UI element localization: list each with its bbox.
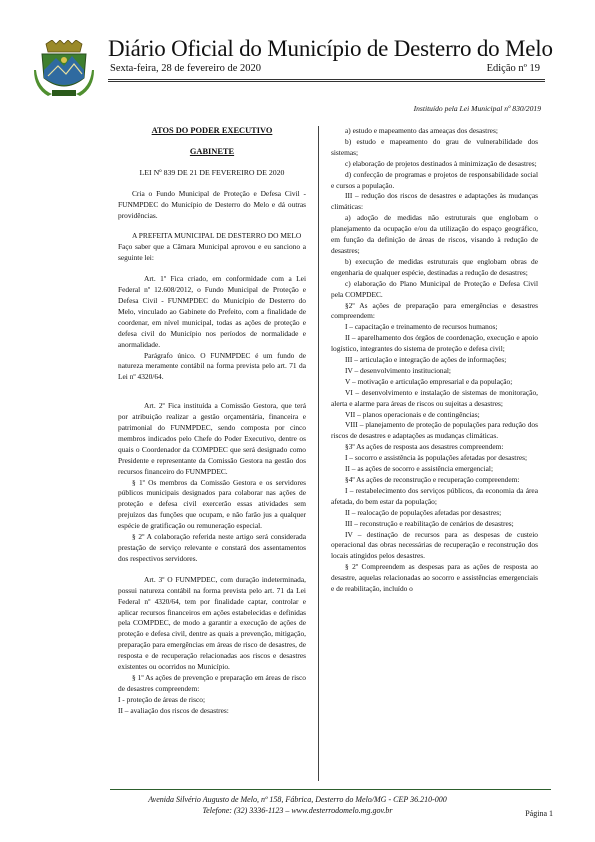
list-item: III – redução dos riscos de desastres e adaptações às mudanças climáticas: (331, 191, 538, 212)
paragraph-2: §2º As ações de preparação para emergências e desastres compreendem: (331, 300, 538, 321)
newspaper-title: Diário Oficial do Município de Desterro do Melo (108, 36, 553, 61)
edition-number: Edição nº 19 (486, 63, 540, 74)
article-3-item-1: I - proteção de áreas de risco; (118, 694, 205, 704)
law-summary: Cria o Fundo Municipal de Proteção e Defesa Civil - FUNMPDEC do Município de Desterro do Melo e dá outras providências. (118, 188, 306, 220)
list-item: III – reconstrução e reabilitação de cenários de desastres; (345, 518, 514, 528)
section-heading: ATOS DO PODER EXECUTIVO (151, 126, 273, 135)
left-column (118, 126, 306, 717)
list-item: I – capacitação e treinamento de recursos humanos; (345, 322, 498, 332)
list-item: I – socorro e assistência às populações afetadas por desastres; (345, 453, 528, 463)
header-rule-top (108, 79, 545, 80)
article-1: Art. 1º Fica criado, em conformidade com a Lei Federal nº 12.608/2012, o Fundo Municipal de Proteção e Defesa Civil - FUNMPDEC do Município de Desterro do Melo, vinculado ao Gabinete do Prefeito, com a finalidade de coordenar, em nível municipal, todas as ações de proteção e defesa civil do Município nos períodos de normalidade e anormalidade. (118, 274, 306, 349)
article-2-paragraph-1: § 1º Os membros da Comissão Gestora e os servidores públicos municipais designados para colaborar nas ações de proteção e defesa civil exercerão essas atividades sem prejuízos das funções que ocupam, e não farão jus a qualquer espécie de gratificação ou remuneração especial. (118, 477, 306, 531)
list-item: d) confecção de programas e projetos de responsabilidade social e cursos a população. (331, 169, 538, 190)
subsection-heading: GABINETE (189, 146, 235, 156)
paragraph-5: § 2º Compreendem as despesas para as ações de resposta ao desastre, aquelas relacionadas ao socorro e assistências emergenciais e de reabilitação, incluído o (331, 562, 538, 594)
paragraph-3: §3º As ações de resposta aos desastres compreendem: (345, 442, 504, 452)
list-item: VII – planos operacionais e de contingências; (345, 409, 480, 419)
sanction-text: Faço saber que a Câmara Municipal aprovou e eu sanciono a seguinte lei: (118, 242, 306, 263)
article-3-item-2: II – avaliação dos riscos de desastres: (118, 705, 229, 715)
issue-date: Sexta-feira, 28 de fevereiro de 2020 (110, 63, 262, 74)
list-item: c) elaboração do Plano Municipal de Proteção e Defesa Civil pela COMPDEC. (331, 278, 538, 299)
article-2: Art. 2º Fica instituída a Comissão Gestora, que terá por atribuição realizar a gestão orçamentária, financeira e patrimonial do FUNMPDEC, sendo composta por cinco membros indicados pelo Chefe do Poder Executivo, dentre os quais o Coordenador da COMPDEC que será designado como Presidente e representante da Comissão Gestora na gestão dos recursos financeiro do FUNMPDEC. (118, 401, 306, 476)
article-2-paragraph-2: § 2º A colaboração referida neste artigo será considerada prestação de serviço relevante e constará dos assentamentos dos respectivos servidores. (118, 532, 306, 563)
article-1-sole-paragraph: Parágrafo único. O FUNMPDEC é um fundo de natureza meramente contábil na forma prevista pelo art. 71 da Lei nº 4320/64. (118, 350, 306, 382)
list-item: V – motivação e articulação empresarial e da população; (345, 376, 513, 386)
list-item: III – articulação e integração de ações de informações; (345, 355, 507, 365)
list-item: II – as ações de socorro e assistência emergencial; (345, 464, 494, 474)
footer-contact: Telefone: (32) 3336-1123 – www.desterrodomelo.mg.gov.br (202, 806, 393, 815)
list-item: II – realocação de populações afetadas por desastres; (345, 507, 502, 517)
footer-address: Avenida Silvério Augusto de Melo, nº 158, Fábrica, Desterro do Melo/MG - CEP 36.210-000 (148, 795, 447, 804)
article-3: Art. 3º O FUNMPDEC, com duração indeterminada, possui natureza contábil na forma prevista pelo art. 71 da Lei Federal nº 4320/64, tem por finalidade captar, controlar e aplicar recursos financeiros em ações estabelecidas e definidas pela COMPDEC, de modo a garantir a execução de ações de proteção e defesa civil, dentre as quais a prevenção, mitigação, preparação para emergências em áreas de risco de desastres, de resposta e de recuperação relacionadas aos riscos e desastres existentes ou ocorridos no Município. (118, 574, 306, 672)
list-item: b) estudo e mapeamento do grau de vulnerabilidade dos sistemas; (331, 136, 538, 157)
right-column (331, 126, 538, 595)
column-divider (318, 126, 319, 781)
list-item: VIII – planejamento de proteção de populações para redução dos riscos de desastres e adaptações as mudanças climáticas. (331, 420, 538, 441)
list-item: IV – destinação de recursos para as despesas de custeio operacional das obras necessárias de recuperação e reconstrução dos locais atingidos pelos desastres. (331, 529, 538, 561)
list-item: c) elaboração de projetos destinados à minimização de desastres; (345, 158, 537, 168)
paragraph-4: §4º As ações de reconstrução e recuperação compreendem: (345, 475, 520, 484)
law-title: LEI Nº 839 DE 21 DE FEVEREIRO DE 2020 (139, 167, 285, 177)
prefeito-heading: A PREFEITA MUNICIPAL DE DESTERRO DO MELO (132, 231, 302, 241)
footer-rule (110, 789, 551, 790)
list-item: IV – desenvolvimento institucional; (345, 365, 451, 375)
list-item: I – restabelecimento dos serviços públicos, da economia da área afetada, do bem estar da população; (331, 485, 538, 506)
header-rule-bottom (108, 81, 545, 82)
page-number: Página 1 (525, 809, 553, 818)
list-item: VI – desenvolvimento e instalação de sistemas de monitoração, alerta e alarme para áreas de riscos ou sujeitas a desastres; (331, 387, 538, 408)
list-item: a) adoção de medidas não estruturais que englobam o planejamento da ocupação e/ou da utilização do espaço geográfico, em função da definição de áreas de riscos, visando à redução de desastres; (331, 213, 538, 255)
institution-note: Instituído pela Lei Municipal nº 830/2019 (413, 104, 541, 113)
list-item: a) estudo e mapeamento das ameaças dos desastres; (345, 126, 498, 135)
list-item: II – aparelhamento dos órgãos de coordenação, execução e apoio logístico, integrantes do sistema de proteção e defesa civil; (331, 333, 538, 354)
list-item: b) execução de medidas estruturais que englobam obras de engenharia de qualquer espécie, destinadas a redução de desastres; (331, 256, 538, 277)
municipal-crest-logo (34, 40, 94, 98)
article-3-paragraph-1: § 1º As ações de prevenção e preparação em áreas de risco de desastres compreendem: (118, 672, 306, 693)
